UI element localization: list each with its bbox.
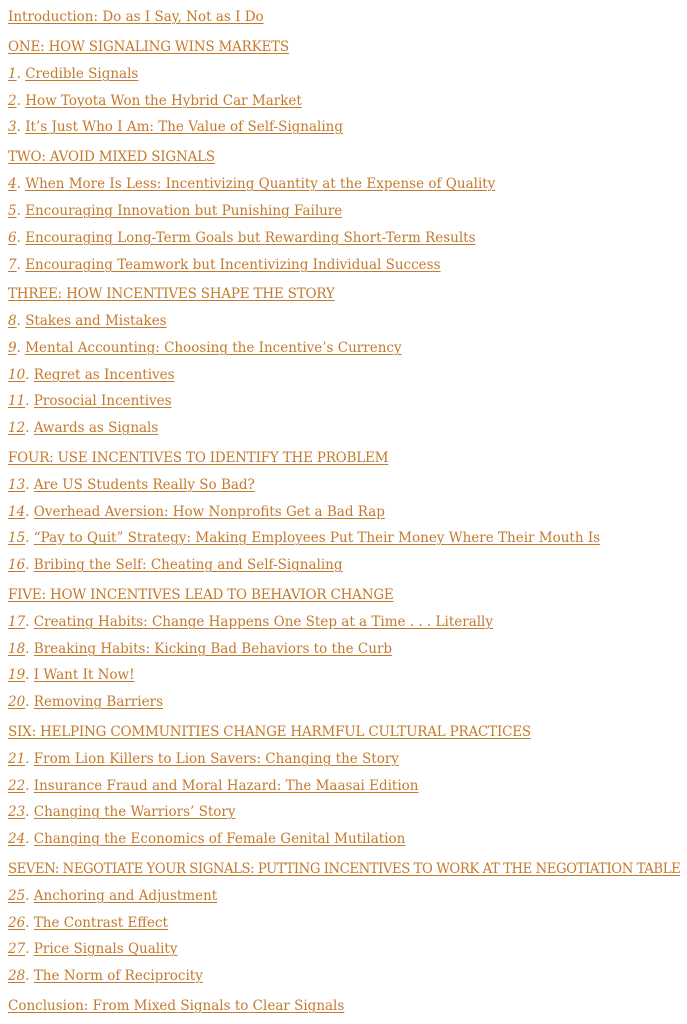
toc-chapter-row xyxy=(8,803,235,821)
chapter-number-link[interactable]: 24 xyxy=(8,831,26,847)
chapter-title-link[interactable]: The Norm of Reciprocity xyxy=(33,968,203,984)
toc-chapter-row xyxy=(8,175,495,193)
part-two-link[interactable]: TWO: AVOID MIXED SIGNALS xyxy=(8,149,215,165)
toc-chapter-row xyxy=(8,65,138,83)
chapter-title-link[interactable]: Overhead Aversion: How Nonprofits Get a Bad Rap xyxy=(33,504,385,520)
chapter-number-link[interactable]: 17 xyxy=(8,614,26,630)
chapter-separator: . xyxy=(25,831,30,847)
part-seven-link[interactable]: SEVEN: NEGOTIATE YOUR SIGNALS: PUTTING INCENTIVES TO WORK AT THE NEGOTIATION TABLE xyxy=(8,861,681,877)
toc-part-five-row xyxy=(8,586,394,604)
chapter-title-link[interactable]: Encouraging Teamwork but Incentivizing Individual Success xyxy=(25,257,441,273)
toc-chapter-row xyxy=(8,118,343,136)
part-three-link[interactable]: THREE: HOW INCENTIVES SHAPE THE STORY xyxy=(8,286,335,302)
chapter-number-link[interactable]: 23 xyxy=(8,804,26,820)
chapter-title-link[interactable]: I Want It Now! xyxy=(33,667,135,683)
toc-part-three-row xyxy=(8,285,335,303)
chapter-separator: . xyxy=(16,313,21,329)
chapter-separator: . xyxy=(25,778,30,794)
chapter-title-link[interactable]: When More Is Less: Incentivizing Quantity at the Expense of Quality xyxy=(25,176,496,192)
part-five-link[interactable]: FIVE: HOW INCENTIVES LEAD TO BEHAVIOR CHANGE xyxy=(8,587,394,603)
chapter-separator: . xyxy=(25,968,30,984)
chapter-title-link[interactable]: Breaking Habits: Kicking Bad Behaviors to the Curb xyxy=(33,641,393,657)
toc-chapter-row xyxy=(8,914,168,932)
toc-part-one-row xyxy=(8,38,289,56)
toc-chapter-row xyxy=(8,967,203,985)
chapter-title-link[interactable]: Encouraging Innovation but Punishing Failure xyxy=(25,203,343,219)
toc-chapter-row xyxy=(8,940,177,958)
chapter-number-link[interactable]: 6 xyxy=(8,230,17,246)
chapter-title-link[interactable]: Creating Habits: Change Happens One Step at a Time . . . Literally xyxy=(33,614,493,630)
toc-part-seven-row xyxy=(8,860,680,878)
toc-chapter-row xyxy=(8,503,385,521)
chapter-separator: . xyxy=(25,367,30,383)
chapter-number-link[interactable]: 14 xyxy=(8,504,26,520)
chapter-title-link[interactable]: Stakes and Mistakes xyxy=(25,313,167,329)
toc-part-two-row xyxy=(8,148,215,166)
chapter-title-link[interactable]: How Toyota Won the Hybrid Car Market xyxy=(25,93,302,109)
chapter-separator: . xyxy=(16,93,21,109)
chapter-separator: . xyxy=(25,557,30,573)
part-one-link[interactable]: ONE: HOW SIGNALING WINS MARKETS xyxy=(8,39,289,55)
toc-chapter-row xyxy=(8,666,135,684)
toc-chapter-row xyxy=(8,887,217,905)
chapter-separator: . xyxy=(25,420,30,436)
chapter-separator: . xyxy=(25,530,30,546)
toc-chapter-row xyxy=(8,92,302,110)
chapter-number-link[interactable]: 5 xyxy=(8,203,17,219)
chapter-title-link[interactable]: Removing Barriers xyxy=(33,694,164,710)
chapter-title-link[interactable]: Bribing the Self: Cheating and Self-Signaling xyxy=(33,557,343,573)
chapter-title-link[interactable]: Credible Signals xyxy=(25,66,139,82)
toc-chapter-row xyxy=(8,750,399,768)
chapter-title-link[interactable]: Mental Accounting: Choosing the Incentive’s Currency xyxy=(25,340,402,356)
part-six-link[interactable]: SIX: HELPING COMMUNITIES CHANGE HARMFUL CULTURAL PRACTICES xyxy=(8,724,531,740)
toc-conclusion-row xyxy=(8,997,344,1015)
chapter-number-link[interactable]: 20 xyxy=(8,694,26,710)
chapter-separator: . xyxy=(16,257,21,273)
chapter-separator: . xyxy=(16,119,21,135)
chapter-separator: . xyxy=(25,941,30,957)
chapter-number-link[interactable]: 9 xyxy=(8,340,17,356)
chapter-number-link[interactable]: 27 xyxy=(8,941,26,957)
toc-chapter-row xyxy=(8,202,342,220)
toc-chapter-row xyxy=(8,830,405,848)
chapter-separator: . xyxy=(25,667,30,683)
chapter-title-link[interactable]: Changing the Economics of Female Genital Mutilation xyxy=(33,831,406,847)
chapter-number-link[interactable]: 19 xyxy=(8,667,26,683)
toc-chapter-row xyxy=(8,229,476,247)
chapter-number-link[interactable]: 21 xyxy=(8,751,26,767)
chapter-title-link[interactable]: The Contrast Effect xyxy=(33,915,168,931)
chapter-number-link[interactable]: 25 xyxy=(8,888,26,904)
chapter-number-link[interactable]: 26 xyxy=(8,915,26,931)
chapter-title-link[interactable]: Encouraging Long-Term Goals but Rewarding Short-Term Results xyxy=(25,230,476,246)
chapter-title-link[interactable]: Prosocial Incentives xyxy=(33,393,172,409)
chapter-title-link[interactable]: From Lion Killers to Lion Savers: Changing the Story xyxy=(33,751,399,767)
chapter-separator: . xyxy=(25,888,30,904)
chapter-separator: . xyxy=(16,340,21,356)
toc-chapter-row xyxy=(8,640,392,658)
toc-part-four-row xyxy=(8,449,388,467)
chapter-separator: . xyxy=(16,230,21,246)
toc-chapter-row xyxy=(8,777,419,795)
chapter-separator: . xyxy=(25,915,30,931)
chapter-title-link[interactable]: It’s Just Who I Am: The Value of Self-Signaling xyxy=(25,119,344,135)
chapter-title-link[interactable]: Changing the Warriors’ Story xyxy=(33,804,236,820)
toc-chapter-row xyxy=(8,256,441,274)
chapter-title-link[interactable]: Are US Students Really So Bad? xyxy=(33,477,255,493)
chapter-separator: . xyxy=(16,203,21,219)
chapter-separator: . xyxy=(25,393,30,409)
chapter-number-link[interactable]: 3 xyxy=(8,119,17,135)
chapter-title-link[interactable]: “Pay to Quit” Strategy: Making Employees Put Their Money Where Their Mouth Is xyxy=(33,530,601,546)
chapter-title-link[interactable]: Anchoring and Adjustment xyxy=(33,888,218,904)
chapter-number-link[interactable]: 28 xyxy=(8,968,26,984)
chapter-separator: . xyxy=(25,804,30,820)
chapter-title-link[interactable]: Regret as Incentives xyxy=(33,367,175,383)
chapter-number-link[interactable]: 10 xyxy=(8,367,26,383)
chapter-number-link[interactable]: 16 xyxy=(8,557,26,573)
chapter-title-link[interactable]: Insurance Fraud and Moral Hazard: The Maasai Edition xyxy=(33,778,419,794)
chapter-number-link[interactable]: 22 xyxy=(8,778,26,794)
toc-chapter-row xyxy=(8,529,600,547)
conclusion-link[interactable]: Conclusion: From Mixed Signals to Clear Signals xyxy=(8,998,345,1014)
chapter-separator: . xyxy=(25,614,30,630)
chapter-number-link[interactable]: 4 xyxy=(8,176,17,192)
chapter-number-link[interactable]: 11 xyxy=(8,393,26,409)
toc-chapter-row xyxy=(8,392,172,410)
toc-chapter-row xyxy=(8,312,167,330)
chapter-number-link[interactable]: 7 xyxy=(8,257,17,273)
toc-chapter-row xyxy=(8,476,255,494)
toc-chapter-row xyxy=(8,339,402,357)
chapter-number-link[interactable]: 8 xyxy=(8,313,17,329)
toc-introduction-row xyxy=(8,8,264,26)
chapter-separator: . xyxy=(16,176,21,192)
chapter-number-link[interactable]: 2 xyxy=(8,93,17,109)
chapter-title-link[interactable]: Price Signals Quality xyxy=(33,941,178,957)
chapter-separator: . xyxy=(25,694,30,710)
chapter-separator: . xyxy=(25,504,30,520)
chapter-separator: . xyxy=(25,477,30,493)
chapter-number-link[interactable]: 13 xyxy=(8,477,26,493)
chapter-title-link[interactable]: Awards as Signals xyxy=(33,420,159,436)
chapter-number-link[interactable]: 18 xyxy=(8,641,26,657)
chapter-separator: . xyxy=(25,641,30,657)
part-four-link[interactable]: FOUR: USE INCENTIVES TO IDENTIFY THE PROBLEM xyxy=(8,450,389,466)
chapter-number-link[interactable]: 15 xyxy=(8,530,26,546)
toc-chapter-row xyxy=(8,419,158,437)
introduction-link[interactable]: Introduction: Do as I Say, Not as I Do xyxy=(8,9,264,25)
toc-chapter-row xyxy=(8,613,493,631)
toc-chapter-row xyxy=(8,693,163,711)
chapter-separator: . xyxy=(25,751,30,767)
toc-part-six-row xyxy=(8,723,531,741)
toc-chapter-row xyxy=(8,366,175,384)
toc-chapter-row xyxy=(8,556,343,574)
chapter-number-link[interactable]: 12 xyxy=(8,420,26,436)
chapter-number-link[interactable]: 1 xyxy=(8,66,17,82)
chapter-separator: . xyxy=(16,66,21,82)
